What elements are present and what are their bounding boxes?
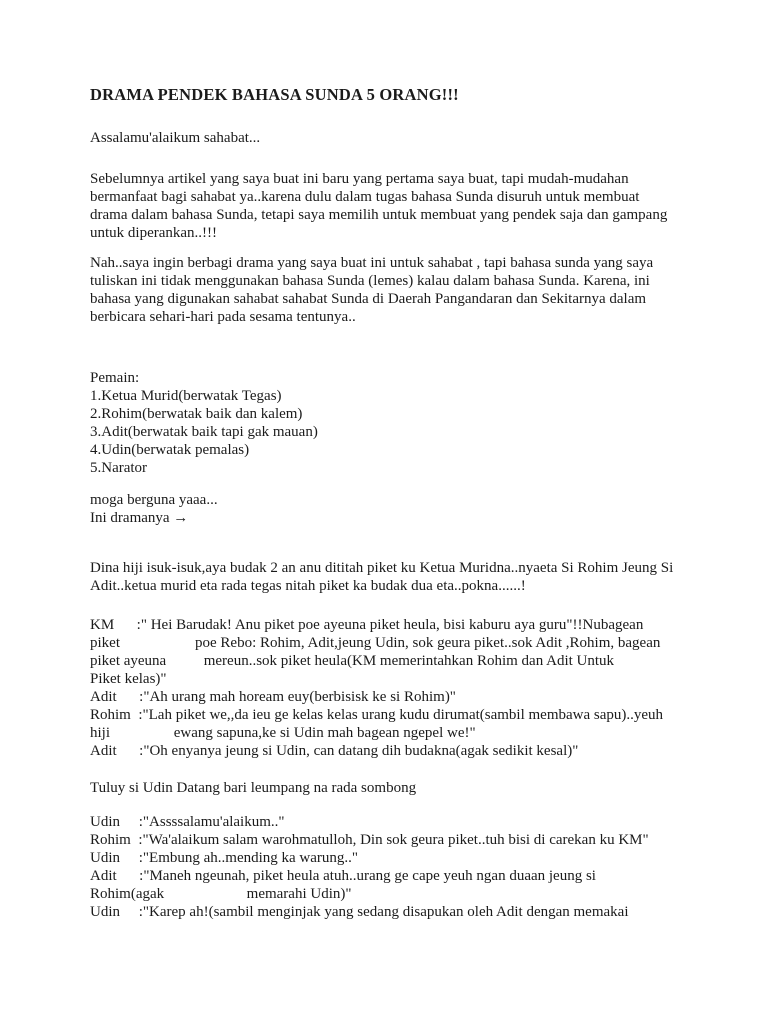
page-title-block: [90, 86, 762, 104]
dialog-line: Adit :"Ah urang mah hoream euy(berbisisk ke si Rohim)": [90, 689, 456, 705]
intro-paragraph-2: [90, 254, 762, 326]
cast-list: [90, 387, 762, 477]
author-notes: [90, 491, 762, 527]
dialog-line: Rohim :"Lah piket we,,da ieu ge kelas kelas urang kudu dirumat(sambil membawa sapu)..yeuh: [90, 707, 664, 723]
dialog-line: Udin :"Assssalamu'alaikum..": [90, 814, 285, 830]
cast-member: 4.Udin(berwatak pemalas): [90, 442, 250, 458]
paragraph-line: bermanfaat bagi sahabat ya..karena dulu dalam tugas bahasa Sunda disuruh untuk membuat: [90, 189, 640, 205]
narration-line: Adit..ketua murid eta rada tegas nitah piket ka budak dua eta..pokna......!: [90, 578, 526, 594]
dialog-line: piket ayeuna mereun..sok piket heula(KM memerintahkan Rohim dan Adit Untuk: [90, 653, 615, 669]
paragraph-line: drama dalam bahasa Sunda, tetapi saya memilih untuk membuat yang pendek saja dan gampang: [90, 207, 668, 223]
cast-member: 2.Rohim(berwatak baik dan kalem): [90, 406, 303, 422]
note-line: moga berguna yaaa...: [90, 492, 218, 508]
note-line: Ini dramanya →: [90, 510, 189, 526]
dialog-line: KM :" Hei Barudak! Anu piket poe ayeuna piket heula, bisi kaburu aya guru"!!Nubagean: [90, 617, 644, 633]
paragraph-line: Sebelumnya artikel yang saya buat ini baru yang pertama saya buat, tapi mudah-mudahan: [90, 171, 629, 187]
paragraph-line: bahasa yang digunakan sahabat sahabat Sunda di Daerah Pangandaran dan Sekitarnya dalam: [90, 291, 647, 307]
dialog-line: Udin :"Embung ah..mending ka warung..": [90, 850, 359, 866]
narration-line: Dina hiji isuk-isuk,aya budak 2 an anu dititah piket ku Ketua Muridna..nyaeta Si Rohim Jeung Si: [90, 560, 674, 576]
greeting-block: [90, 129, 762, 147]
greeting-text: Assalamu'alaikum sahabat...: [90, 130, 261, 146]
cast-member: 1.Ketua Murid(berwatak Tegas): [90, 388, 282, 404]
dialog-line: Adit :"Oh enyanya jeung si Udin, can datang dih budakna(agak sedikit kesal)": [90, 743, 579, 759]
cast-member: 5.Narator: [90, 460, 148, 476]
dialog-line: Udin :"Karep ah!(sambil menginjak yang sedang disapukan oleh Adit dengan memakai: [90, 904, 629, 920]
narration-1: [90, 559, 762, 595]
narration-line: Tuluy si Udin Datang bari leumpang na rada sombong: [90, 780, 417, 796]
dialog-line: piket poe Rebo: Rohim, Adit,jeung Udin, sok geura piket..sok Adit ,Rohim, bagean: [90, 635, 661, 651]
dialog-line: hiji ewang sapuna,ke si Udin mah bagean ngepel we!": [90, 725, 476, 741]
intro-paragraph-1: [90, 170, 762, 242]
dialog-line: Rohim(agak memarahi Udin)": [90, 886, 352, 902]
narration-2: [90, 779, 762, 797]
paragraph-line: untuk diperankan..!!!: [90, 225, 218, 241]
cast-member: 3.Adit(berwatak baik tapi gak mauan): [90, 424, 318, 440]
dialog-line: Piket kelas)": [90, 671, 167, 687]
paragraph-line: Nah..saya ingin berbagi drama yang saya buat ini untuk sahabat , tapi bahasa sunda yang saya: [90, 255, 654, 271]
paragraph-line: tuliskan ini tidak menggunakan bahasa Sunda (lemes) kalau dalam bahasa Sunda. Karena, ini: [90, 273, 650, 289]
page-title: DRAMA PENDEK BAHASA SUNDA 5 ORANG!!!: [90, 85, 459, 104]
cast-list-block: [90, 369, 762, 477]
cast-heading: Pemain:: [90, 370, 140, 386]
dialog-line: Rohim :"Wa'alaikum salam warohmatulloh, Din sok geura piket..tuh bisi di carekan ku KM": [90, 832, 649, 848]
dialog-block-2: [90, 813, 762, 921]
paragraph-line: berbicara sehari-hari pada sesama tentunya..: [90, 309, 356, 325]
dialog-line: Adit :"Maneh ngeunah, piket heula atuh..urang ge cape yeuh ngan duaan jeung si: [90, 868, 596, 884]
dialog-block-1: [90, 616, 762, 760]
